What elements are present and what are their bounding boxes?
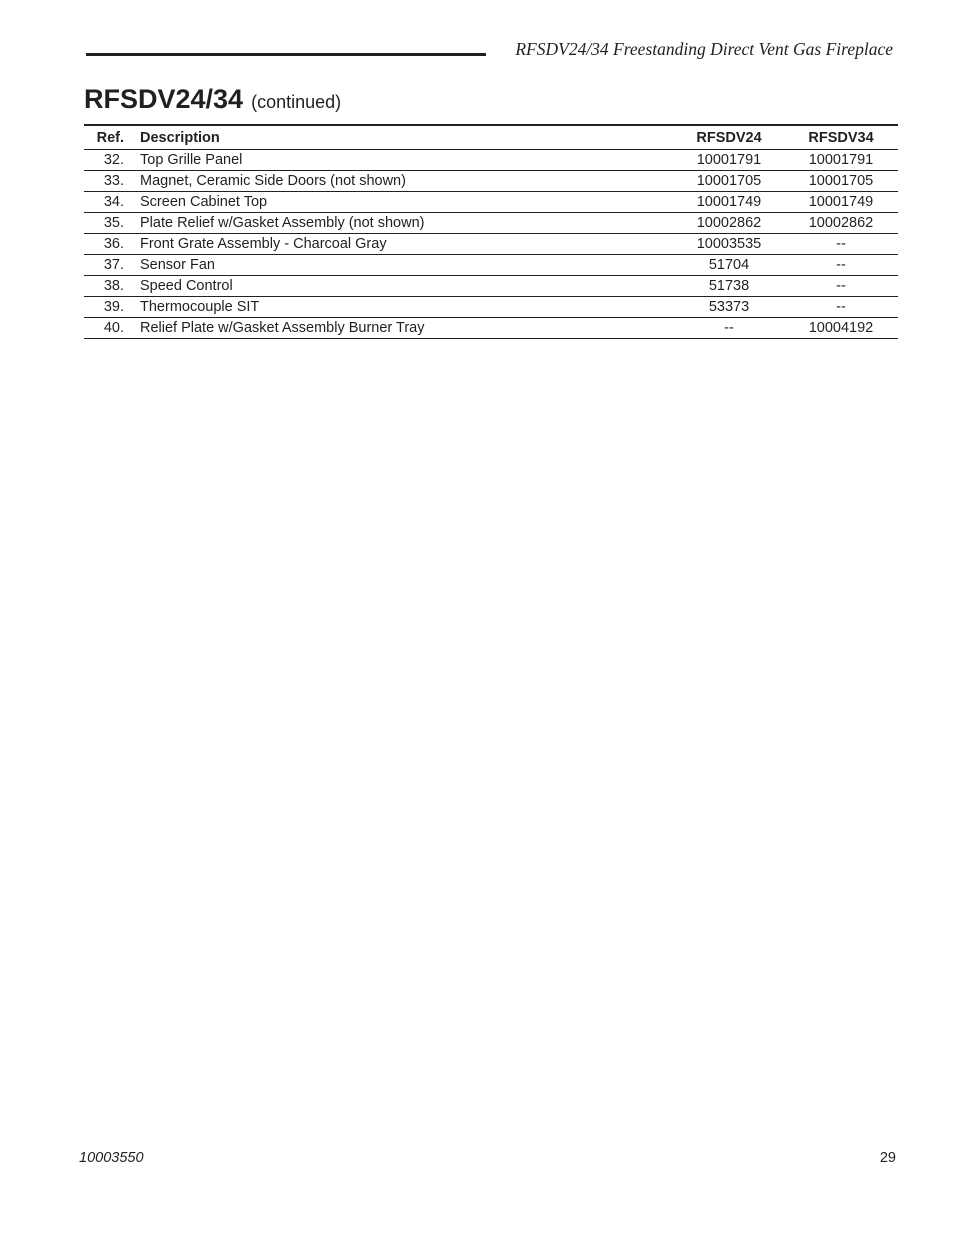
cell-rfsdv34: 10004192 bbox=[784, 318, 898, 339]
cell-rfsdv24: -- bbox=[674, 318, 784, 339]
cell-rfsdv24: 10003535 bbox=[674, 234, 784, 255]
table-header-row bbox=[84, 125, 898, 150]
cell-rfsdv34: 10002862 bbox=[784, 213, 898, 234]
column-header-rfsdv34: RFSDV34 bbox=[784, 125, 898, 150]
table-row bbox=[84, 234, 898, 255]
cell-rfsdv24: 53373 bbox=[674, 297, 784, 318]
cell-ref: 38. bbox=[84, 276, 124, 297]
cell-description: Plate Relief w/Gasket Assembly (not shown) bbox=[124, 213, 674, 234]
table-row bbox=[84, 171, 898, 192]
column-header-ref: Ref. bbox=[84, 125, 124, 150]
cell-rfsdv34: 10001791 bbox=[784, 150, 898, 171]
cell-rfsdv34: -- bbox=[784, 255, 898, 276]
header-rule bbox=[86, 53, 486, 56]
cell-rfsdv34: -- bbox=[784, 297, 898, 318]
cell-rfsdv24: 10001705 bbox=[674, 171, 784, 192]
cell-rfsdv24: 10002862 bbox=[674, 213, 784, 234]
page-title bbox=[84, 84, 341, 115]
cell-ref: 36. bbox=[84, 234, 124, 255]
cell-description: Screen Cabinet Top bbox=[124, 192, 674, 213]
page-title-main: RFSDV24/34 bbox=[84, 84, 244, 114]
column-header-description: Description bbox=[124, 125, 674, 150]
table-row bbox=[84, 297, 898, 318]
cell-ref: 35. bbox=[84, 213, 124, 234]
table-row bbox=[84, 213, 898, 234]
cell-rfsdv34: -- bbox=[784, 276, 898, 297]
cell-ref: 33. bbox=[84, 171, 124, 192]
footer-page-number: 29 bbox=[879, 1150, 896, 1166]
cell-ref: 34. bbox=[84, 192, 124, 213]
cell-description: Sensor Fan bbox=[124, 255, 674, 276]
cell-ref: 40. bbox=[84, 318, 124, 339]
table-row bbox=[84, 150, 898, 171]
cell-ref: 32. bbox=[84, 150, 124, 171]
footer-document-number: 10003550 bbox=[79, 1150, 144, 1166]
cell-description: Magnet, Ceramic Side Doors (not shown) bbox=[124, 171, 674, 192]
cell-ref: 37. bbox=[84, 255, 124, 276]
table-row bbox=[84, 276, 898, 297]
column-header-rfsdv24: RFSDV24 bbox=[674, 125, 784, 150]
cell-rfsdv34: 10001749 bbox=[784, 192, 898, 213]
cell-rfsdv24: 51704 bbox=[674, 255, 784, 276]
table-row bbox=[84, 192, 898, 213]
cell-description: Thermocouple SIT bbox=[124, 297, 674, 318]
cell-rfsdv34: -- bbox=[784, 234, 898, 255]
cell-description: Front Grate Assembly - Charcoal Gray bbox=[124, 234, 674, 255]
cell-description: Relief Plate w/Gasket Assembly Burner Tray bbox=[124, 318, 674, 339]
table-row bbox=[84, 318, 898, 339]
table-row bbox=[84, 255, 898, 276]
parts-table bbox=[84, 124, 898, 339]
page-title-sub: (continued) bbox=[251, 92, 342, 112]
cell-description: Speed Control bbox=[124, 276, 674, 297]
running-header: RFSDV24/34 Freestanding Direct Vent Gas Fireplace bbox=[515, 39, 893, 59]
cell-ref: 39. bbox=[84, 297, 124, 318]
cell-rfsdv24: 10001791 bbox=[674, 150, 784, 171]
cell-description: Top Grille Panel bbox=[124, 150, 674, 171]
cell-rfsdv24: 51738 bbox=[674, 276, 784, 297]
cell-rfsdv24: 10001749 bbox=[674, 192, 784, 213]
cell-rfsdv34: 10001705 bbox=[784, 171, 898, 192]
